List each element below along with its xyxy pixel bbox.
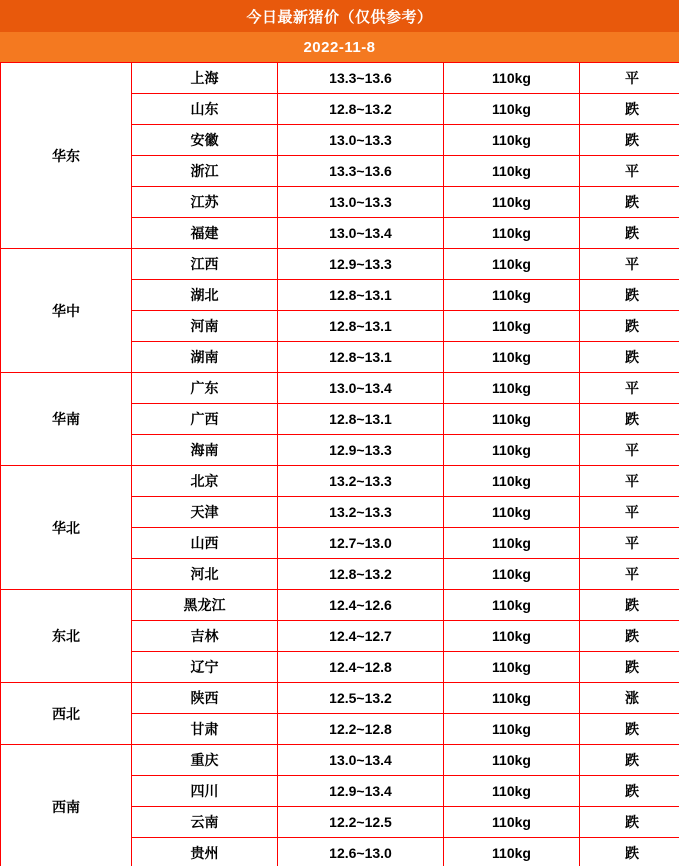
page-title: 今日最新猪价（仅供参考）	[0, 0, 679, 32]
weight-cell: 110kg	[444, 776, 580, 807]
table-row	[1, 683, 679, 714]
province-cell: 江西	[132, 249, 278, 280]
province-cell: 四川	[132, 776, 278, 807]
weight-cell: 110kg	[444, 280, 580, 311]
price-cell: 12.8~13.1	[278, 404, 444, 435]
price-cell: 12.6~13.0	[278, 838, 444, 866]
price-cell: 12.9~13.4	[278, 776, 444, 807]
trend-cell: 跌	[580, 218, 679, 249]
province-cell: 湖北	[132, 280, 278, 311]
price-cell: 13.2~13.3	[278, 466, 444, 497]
price-cell: 13.2~13.3	[278, 497, 444, 528]
province-cell: 浙江	[132, 156, 278, 187]
province-cell: 安徽	[132, 125, 278, 156]
price-table-body	[1, 63, 679, 866]
price-cell: 12.4~12.8	[278, 652, 444, 683]
trend-cell: 平	[580, 435, 679, 466]
price-cell: 12.5~13.2	[278, 683, 444, 714]
weight-cell: 110kg	[444, 652, 580, 683]
province-cell: 甘肃	[132, 714, 278, 745]
trend-cell: 跌	[580, 187, 679, 218]
table-row	[1, 466, 679, 497]
weight-cell: 110kg	[444, 218, 580, 249]
province-cell: 上海	[132, 63, 278, 94]
province-cell: 辽宁	[132, 652, 278, 683]
weight-cell: 110kg	[444, 342, 580, 373]
weight-cell: 110kg	[444, 249, 580, 280]
trend-cell: 平	[580, 528, 679, 559]
price-cell: 12.4~12.6	[278, 590, 444, 621]
price-cell: 13.3~13.6	[278, 156, 444, 187]
weight-cell: 110kg	[444, 590, 580, 621]
trend-cell: 平	[580, 63, 679, 94]
weight-cell: 110kg	[444, 373, 580, 404]
trend-cell: 跌	[580, 838, 679, 866]
province-cell: 湖南	[132, 342, 278, 373]
weight-cell: 110kg	[444, 63, 580, 94]
province-cell: 福建	[132, 218, 278, 249]
region-cell: 东北	[1, 590, 132, 683]
table-row	[1, 590, 679, 621]
trend-cell: 涨	[580, 683, 679, 714]
weight-cell: 110kg	[444, 466, 580, 497]
province-cell: 贵州	[132, 838, 278, 866]
region-cell: 华东	[1, 63, 132, 249]
trend-cell: 跌	[580, 404, 679, 435]
price-cell: 13.0~13.4	[278, 218, 444, 249]
weight-cell: 110kg	[444, 838, 580, 866]
trend-cell: 平	[580, 249, 679, 280]
region-cell: 华南	[1, 373, 132, 466]
weight-cell: 110kg	[444, 94, 580, 125]
trend-cell: 跌	[580, 280, 679, 311]
price-cell: 12.9~13.3	[278, 435, 444, 466]
trend-cell: 跌	[580, 125, 679, 156]
price-cell: 12.4~12.7	[278, 621, 444, 652]
trend-cell: 平	[580, 373, 679, 404]
province-cell: 山东	[132, 94, 278, 125]
date-bar: 2022-11-8	[0, 32, 679, 62]
weight-cell: 110kg	[444, 621, 580, 652]
province-cell: 河南	[132, 311, 278, 342]
weight-cell: 110kg	[444, 187, 580, 218]
price-cell: 13.3~13.6	[278, 63, 444, 94]
province-cell: 陕西	[132, 683, 278, 714]
region-cell: 西北	[1, 683, 132, 745]
price-cell: 12.8~13.1	[278, 342, 444, 373]
trend-cell: 跌	[580, 94, 679, 125]
region-cell: 华中	[1, 249, 132, 373]
trend-cell: 跌	[580, 776, 679, 807]
province-cell: 北京	[132, 466, 278, 497]
price-cell: 13.0~13.4	[278, 745, 444, 776]
weight-cell: 110kg	[444, 156, 580, 187]
trend-cell: 跌	[580, 745, 679, 776]
weight-cell: 110kg	[444, 125, 580, 156]
trend-cell: 跌	[580, 342, 679, 373]
weight-cell: 110kg	[444, 311, 580, 342]
price-cell: 12.8~13.1	[278, 280, 444, 311]
weight-cell: 110kg	[444, 497, 580, 528]
province-cell: 天津	[132, 497, 278, 528]
price-cell: 12.8~13.1	[278, 311, 444, 342]
price-cell: 12.8~13.2	[278, 94, 444, 125]
province-cell: 黑龙江	[132, 590, 278, 621]
trend-cell: 平	[580, 156, 679, 187]
region-cell: 西南	[1, 745, 132, 866]
price-cell: 13.0~13.3	[278, 125, 444, 156]
price-cell: 13.0~13.3	[278, 187, 444, 218]
table-row	[1, 373, 679, 404]
table-row	[1, 63, 679, 94]
province-cell: 海南	[132, 435, 278, 466]
province-cell: 江苏	[132, 187, 278, 218]
weight-cell: 110kg	[444, 683, 580, 714]
region-cell: 华北	[1, 466, 132, 590]
trend-cell: 平	[580, 497, 679, 528]
province-cell: 河北	[132, 559, 278, 590]
weight-cell: 110kg	[444, 745, 580, 776]
price-cell: 12.8~13.2	[278, 559, 444, 590]
price-cell: 12.9~13.3	[278, 249, 444, 280]
weight-cell: 110kg	[444, 528, 580, 559]
price-cell: 12.2~12.5	[278, 807, 444, 838]
price-cell: 12.2~12.8	[278, 714, 444, 745]
trend-cell: 跌	[580, 590, 679, 621]
weight-cell: 110kg	[444, 714, 580, 745]
price-table	[0, 62, 679, 866]
weight-cell: 110kg	[444, 807, 580, 838]
table-row	[1, 249, 679, 280]
trend-cell: 跌	[580, 621, 679, 652]
province-cell: 广东	[132, 373, 278, 404]
province-cell: 山西	[132, 528, 278, 559]
trend-cell: 跌	[580, 652, 679, 683]
weight-cell: 110kg	[444, 559, 580, 590]
trend-cell: 平	[580, 559, 679, 590]
province-cell: 云南	[132, 807, 278, 838]
province-cell: 广西	[132, 404, 278, 435]
province-cell: 吉林	[132, 621, 278, 652]
price-cell: 12.7~13.0	[278, 528, 444, 559]
trend-cell: 跌	[580, 714, 679, 745]
price-cell: 13.0~13.4	[278, 373, 444, 404]
table-row	[1, 745, 679, 776]
province-cell: 重庆	[132, 745, 278, 776]
trend-cell: 跌	[580, 311, 679, 342]
weight-cell: 110kg	[444, 435, 580, 466]
weight-cell: 110kg	[444, 404, 580, 435]
trend-cell: 平	[580, 466, 679, 497]
trend-cell: 跌	[580, 807, 679, 838]
